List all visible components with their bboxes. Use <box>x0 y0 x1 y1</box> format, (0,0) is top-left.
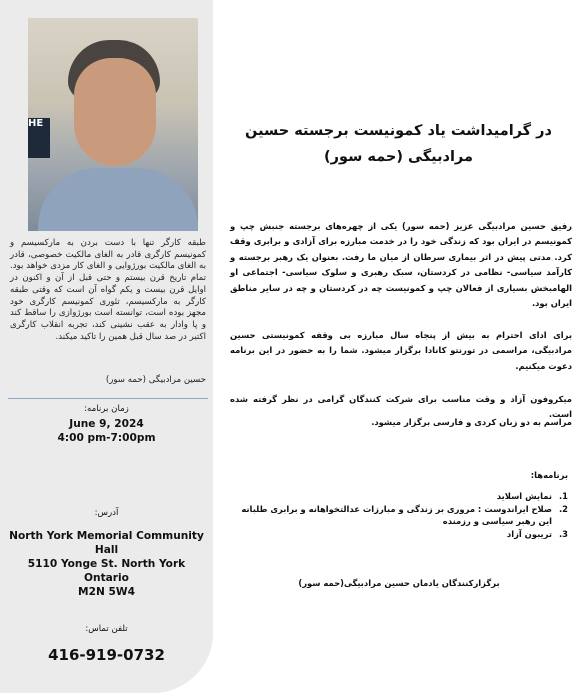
address-line-3: 5110 Yonge St. North York <box>27 558 186 570</box>
page-title: در گرامیداشت یاد کمونیست برجسته حسین مرادبیگی (حمه سور) <box>245 123 552 165</box>
languages-paragraph: مراسم به دو زبان کردی و فارسی برگزار میشود. <box>371 417 572 427</box>
organizers-line: برگزارکنندگان یادمان حسین مرادبیگی(حمه سور) <box>298 578 500 588</box>
background-sign: HE <box>28 118 50 158</box>
program-item <box>230 528 568 541</box>
program-list <box>230 490 568 540</box>
time-label: زمان برنامه: <box>84 404 129 414</box>
event-date: June 9, 2024 <box>69 418 144 430</box>
ceremony-paragraph: برای ادای احترام به بیش از پنجاه سال مبارزه بی وقفه کمونیستی حسین مرادبیگی، مراسمی در تورنتو کانادا برگزار میشود. شما را به حضور در این برنامه دعوت میکنیم. <box>230 330 572 371</box>
program-item <box>230 503 568 528</box>
address-line-4: Ontario <box>84 572 129 584</box>
sidebar-divider <box>8 398 208 399</box>
phone-label: تلفن تماس: <box>85 624 128 634</box>
portrait-shirt <box>38 168 198 231</box>
sidebar-quote: طبقه کارگر تنها با دست بردن به مارکسیسم و کمونیسم کارگری قادر به الغای مالکیت خصوصی، قادر به الغای مالکیت بورژوایی و الغای کار مزدی خواهد بود. تمام تاریخ قرن بیستم و حتی قبل از آن و اکنون در اوایل قرن بیست و یکم گواه آن است که وقتی طبقه کارگر به مارکسیسم، تئوری کمونیسم کارگری خود مجهز بوده است، توانسته است بورژوازی را ساقط کند و پا وادار به عقب نشینی کند، تجربه انقلاب کارگری اکتبر در صد سال قبل همین را تاکید میکند. <box>10 238 206 342</box>
portrait-face <box>74 58 156 166</box>
portrait-photo <box>28 18 198 231</box>
address-line-5: M2N 5W4 <box>78 586 135 598</box>
address-label: آدرس: <box>94 508 119 518</box>
program-item-number: 3. <box>558 528 568 539</box>
program-item-number: 1. <box>558 491 568 501</box>
program-item-number: 2. <box>558 503 568 514</box>
program-item-text: نمایش اسلاید <box>496 491 552 501</box>
program-item-text: صلاح ایراندوست : مروری بر زندگی و مبارزات عدالتخواهانه و برابری طلبانه این رهبر سیاسی و رزمنده <box>241 503 552 526</box>
phone-number: 416-919-0732 <box>48 646 165 664</box>
program-item-text: تریبون آزاد <box>506 528 552 539</box>
program-title: برنامه‌ها: <box>530 470 568 480</box>
microphone-paragraph: میکروفون آزاد و وقت مناسب برای شرکت کنندگان گرامی در نظر گرفته شده است. <box>230 394 572 420</box>
quote-author: حسین مرادبیگی (حمه سور) <box>105 375 206 385</box>
event-time: 4:00 pm-7:00pm <box>57 432 156 444</box>
program-item <box>230 490 568 503</box>
intro-paragraph: رفیق حسین مرادبیگی عزیز (حمه سور) یکی از چهره‌های برجسته جنبش چپ و کمونیسم در ایران بود که زندگی خود را در خدمت مبارزه برای آزادی و برابری وقف کرد. مدتی پیش در اثر بیماری سرطان از میان ما رفت. بعنوان یک رهبر برجسته و کارآمد سیاسی- نظامی در کردستان، سبک رهبری و سلوک سیاسی- اجتماعی او الهامبخش بسیاری از فعالان چپ و کمونیست چه در کردستان و چه در سایر مناطق ایران بود. <box>230 221 572 309</box>
address-line-1: North York Memorial Community <box>9 530 204 542</box>
address-line-2: Hall <box>94 544 119 556</box>
